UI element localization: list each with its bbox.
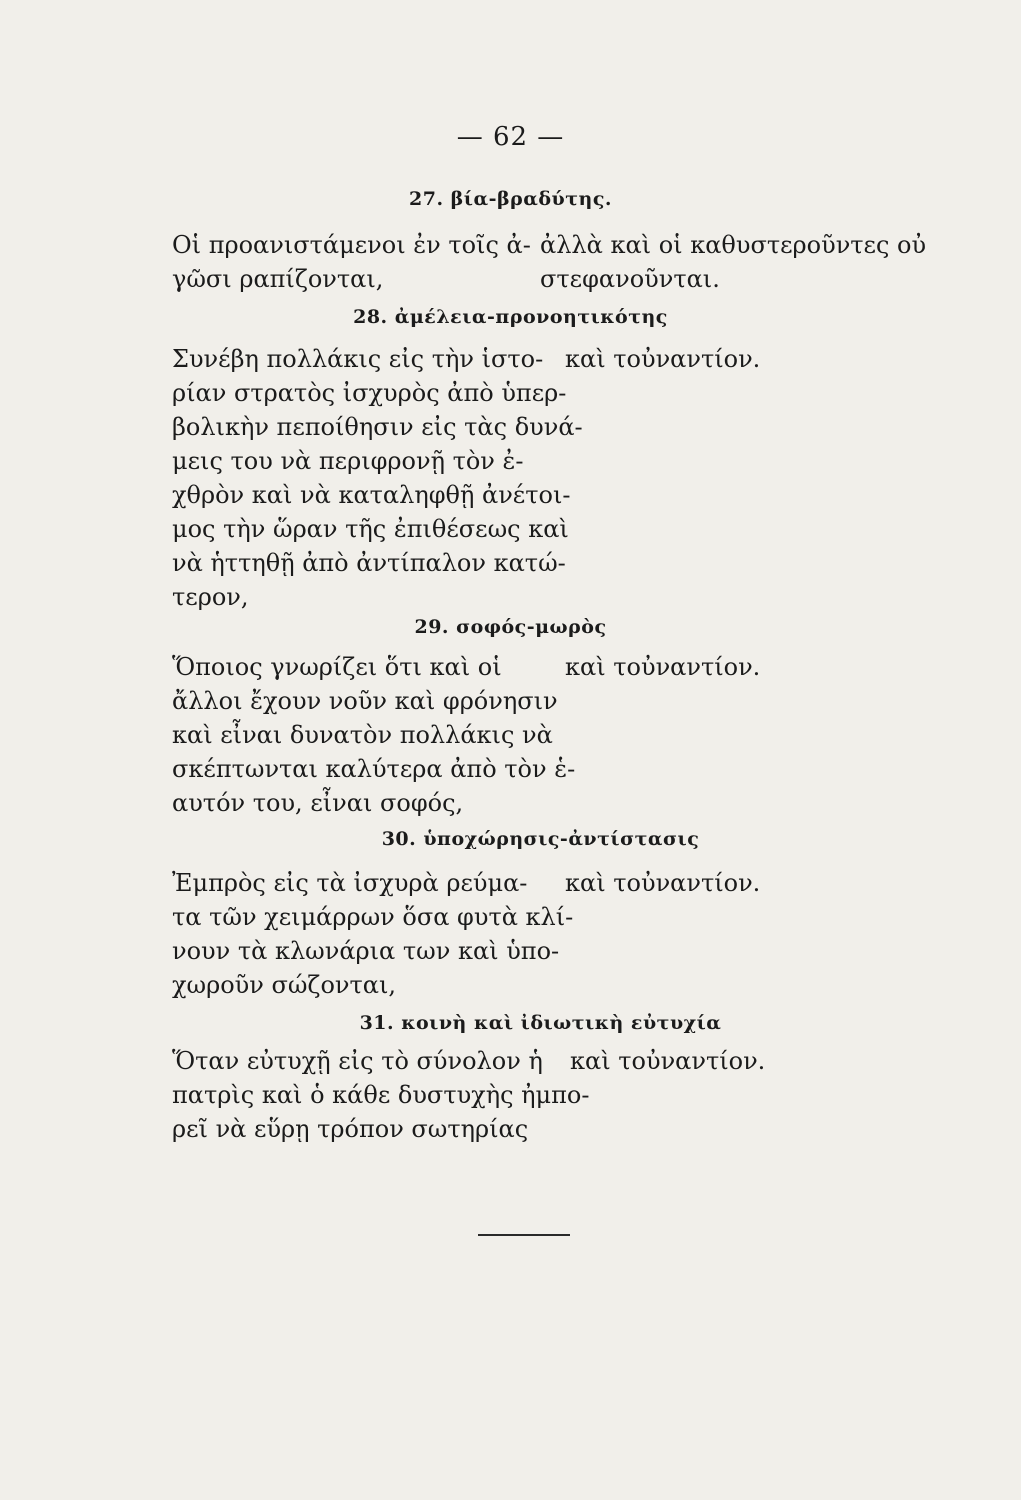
text-line: γῶσι ραπίζονται, [172,265,384,293]
text-line: νὰ ἡττηθῇ ἀπὸ ἀντίπαλον κατώ- [172,549,566,577]
section-30-right-column [565,866,865,900]
text-line: καὶ τοὐναντίον. [565,653,761,681]
text-line: ρεῖ νὰ εὕρῃ τρόπον σωτηρίας [172,1115,529,1143]
text-line: ἄλλοι ἔχουν νοῦν καὶ φρόνησιν [172,687,558,715]
text-line: μος τὴν ὥραν τῆς ἐπιθέσεως καὶ [172,515,569,543]
page-number: — 62 — [456,122,565,152]
text-line: ἀλλὰ καὶ οἱ καθυστεροῦντες οὐ [540,231,927,259]
text-line: Ὅταν εὐτυχῇ εἰς τὸ σύνολον ἡ [172,1047,543,1075]
text-line: Ὅποιος γνωρίζει ὅτι καὶ οἱ [172,653,502,681]
text-line: Ἐμπρὸς εἰς τὰ ἰσχυρὰ ρεύμα- [172,869,528,897]
text-line: Οἱ προανιστάμενοι ἐν τοῖς ἀ- [172,231,531,259]
section-27-heading: 27. βία-βραδύτης. [409,188,612,210]
text-line: βολικὴν πεποίθησιν εἰς τὰς δυνά- [172,413,583,441]
section-31-heading: 31. κοινὴ καὶ ἰδιωτικὴ εὐτυχία [359,1012,722,1034]
text-line: τερον, [172,583,249,611]
section-27-right-column [540,228,927,296]
text-line: νουν τὰ κλωνάρια των καὶ ὑπο- [172,937,560,965]
section-28-heading: 28. ἀμέλεια-προνοητικότης [353,306,668,328]
text-line: καὶ εἶναι δυνατὸν πολλάκις νὰ [172,721,553,749]
text-line: στεφανοῦνται. [540,265,720,293]
text-line: τα τῶν χειμάρρων ὅσα φυτὰ κλί- [172,903,574,931]
text-line: μεις του νὰ περιφρονῇ τὸν ἐ- [172,447,524,475]
section-27-left-column [172,228,532,296]
section-30-heading: 30. ὑποχώρησις-ἀντίστασις [381,828,700,850]
section-28-right-column [565,342,865,376]
text-line: Συνέβη πολλάκις εἰς τὴν ἱστο- [172,345,544,373]
section-28-left-column [172,342,583,614]
text-line: χωροῦν σώζονται, [172,971,397,999]
section-31-left-column [172,1044,590,1146]
text-line: καὶ τοὐναντίον. [565,869,761,897]
section-30-left-column [172,866,574,1002]
section-29-heading: 29. σοφός-μωρὸς [414,616,607,638]
text-line: καὶ τοὐναντίον. [565,345,761,373]
text-line: χθρὸν καὶ νὰ καταληφθῇ ἀνέτοι- [172,481,571,509]
text-line: αυτόν του, εἶναι σοφός, [172,789,464,817]
text-line: πατρὶς καὶ ὁ κάθε δυστυχὴς ἠμπο- [172,1081,590,1109]
end-rule-divider [478,1234,570,1236]
text-line: σκέπτωνται καλύτερα ἀπὸ τὸν ἑ- [172,755,576,783]
section-29-left-column [172,650,576,820]
text-line: ρίαν στρατὸς ἰσχυρὸς ἀπὸ ὑπερ- [172,379,567,407]
section-29-right-column [565,650,865,684]
text-line: καὶ τοὐναντίον. [570,1047,766,1075]
section-31-right-column [570,1044,870,1078]
